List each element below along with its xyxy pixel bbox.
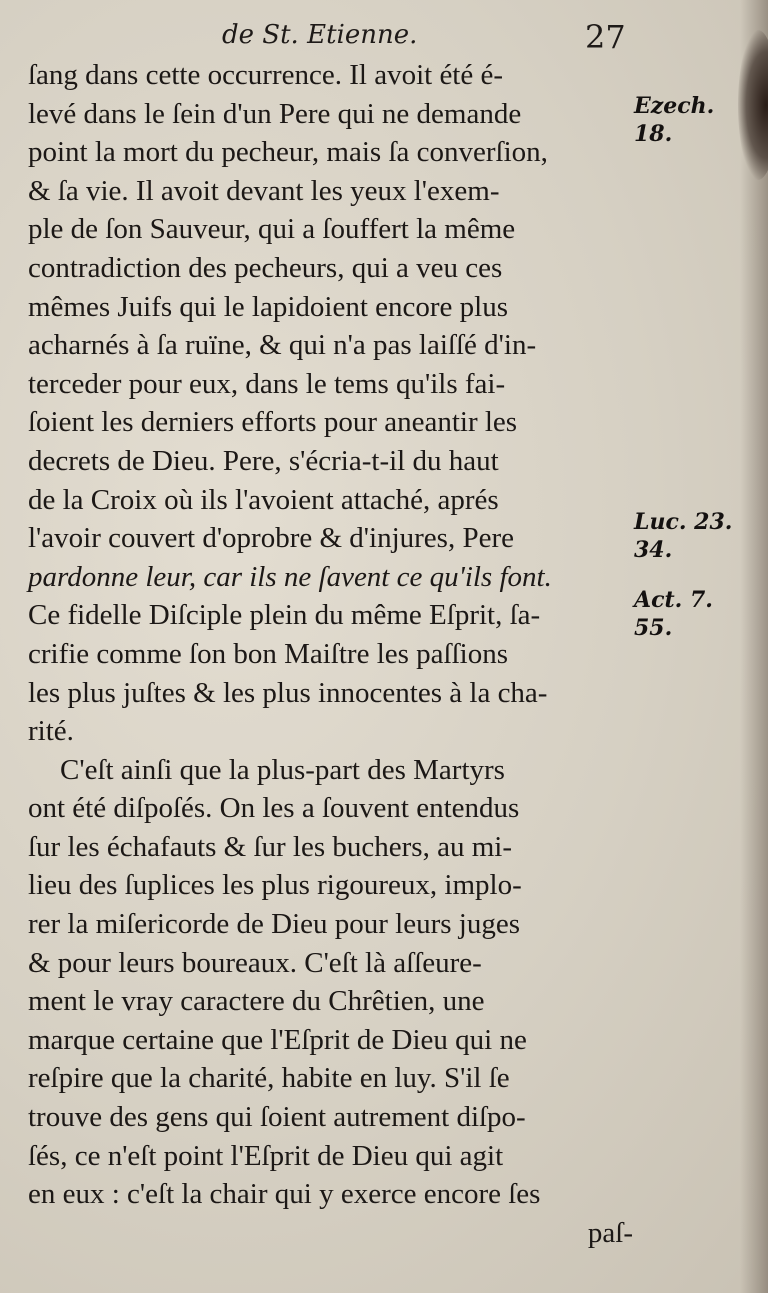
text-line: ont été diſpoſés. On les a ſouvent entendus — [28, 792, 520, 825]
text-line: Ce fidelle Diſciple plein du même Eſprit, ſa- — [28, 599, 541, 632]
margin-note-verse: 34. — [634, 537, 673, 563]
text-line: acharnés à ſa ruïne, & qui n'a pas laiſſé d'in- — [28, 329, 537, 362]
catchword: paſ- — [587, 1216, 633, 1249]
margin-note-ref: Ezech. — [634, 93, 715, 119]
text-line: contradiction des pecheurs, qui a veu ces — [28, 251, 503, 284]
text-line: mêmes Juifs qui le lapidoient encore plus — [28, 290, 509, 323]
text-line: ment le vray caractere du Chrêtien, une — [28, 985, 485, 1018]
page-header — [0, 18, 768, 58]
text-line: terceder pour eux, dans le tems qu'ils fai- — [28, 367, 506, 400]
running-title: de St. Etienne. — [222, 20, 418, 50]
text-line: & pour leurs boureaux. C'eſt là aſſeure- — [28, 946, 482, 979]
text-line: ple de ſon Sauveur, qui a ſouffert la même — [28, 213, 516, 246]
text-line: pardonne leur, car ils ne ſavent ce qu'ils font. — [28, 560, 552, 593]
text-line: ſoient les derniers efforts pour aneantir les — [28, 406, 518, 439]
text-line: les plus juſtes & les plus innocentes à la cha- — [28, 676, 548, 709]
text-line: en eux : c'eſt la chair qui y exerce encore ſes — [28, 1178, 541, 1211]
text-line: C'eſt ainſi que la plus-part des Martyrs — [60, 753, 505, 786]
margin-note-luc — [634, 508, 732, 564]
text-line: de la Croix où ils l'avoient attaché, aprés — [28, 483, 499, 516]
text-line: ſang dans cette occurrence. Il avoit été é- — [28, 59, 504, 91]
text-line: crifie comme ſon bon Maiſtre les paſſions — [28, 637, 508, 670]
spine-shadow — [740, 0, 768, 1293]
text-line: & ſa vie. Il avoit devant les yeux l'exem- — [28, 174, 500, 207]
text-line: l'avoir couvert d'oprobre & d'injures, Pere — [28, 522, 514, 555]
text-line: decrets de Dieu. Pere, s'écria-t-il du haut — [28, 444, 499, 477]
text-line: point la mort du pecheur, mais ſa converſion, — [28, 136, 548, 169]
text-line: ſur les échafauts & ſur les buchers, au mi- — [28, 830, 512, 863]
margin-note-ref: Luc. 23. — [634, 509, 733, 535]
margin-note-act — [634, 586, 713, 642]
body-text — [28, 56, 633, 1252]
text-line: lieu des ſuplices les plus rigoureux, implo- — [28, 869, 522, 902]
text-line: marque certaine que l'Eſprit de Dieu qui ne — [28, 1023, 527, 1056]
text-line: rer la miſericorde de Dieu pour leurs juges — [28, 908, 521, 941]
text-line: trouve des gens qui ſoient autrement diſpo- — [28, 1101, 526, 1134]
margin-note-verse: 18. — [634, 121, 673, 147]
page-number: 27 — [585, 18, 626, 56]
text-line: ſés, ce n'eſt point l'Eſprit de Dieu qui agit — [28, 1139, 504, 1172]
text-line: levé dans le ſein d'un Pere qui ne demande — [28, 97, 522, 130]
text-line: rité. — [28, 715, 74, 748]
margin-note-ezech — [634, 92, 714, 148]
margin-note-verse: 55. — [634, 615, 673, 641]
text-line: reſpire que la charité, habite en luy. S'il ſe — [28, 1062, 510, 1095]
margin-note-ref: Act. 7. — [634, 587, 713, 613]
